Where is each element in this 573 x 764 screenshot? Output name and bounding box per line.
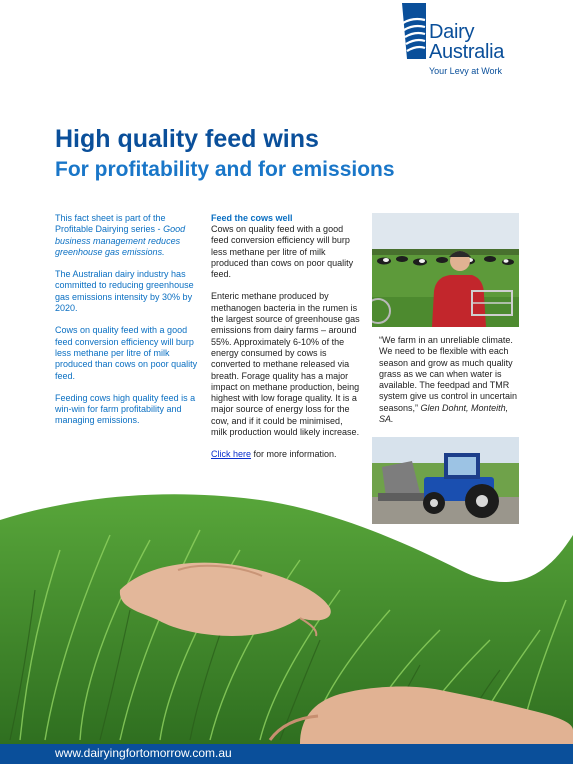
- dairy-australia-logo: [399, 3, 524, 83]
- farmer-with-cows-photo: [372, 213, 519, 327]
- grass-hands-illustration: [0, 440, 573, 744]
- footer-website-url[interactable]: www.dairyingfortomorrow.com.au: [55, 746, 232, 760]
- intro-paragraph-series: [55, 213, 203, 258]
- series-text: This fact sheet is part of the Profitable Dairying series -: [55, 213, 166, 235]
- quote-attribution: Glen Dohnt, Monteith, SA.: [379, 402, 509, 425]
- logo-stripes-icon: [399, 3, 426, 59]
- main-column: [211, 213, 361, 472]
- series-title: Good business management reduces greenhouse gas emissions.: [55, 224, 186, 257]
- logo-wordmark: [429, 22, 504, 62]
- intro-paragraph-winwin: Feeding cows high quality feed is a win-win for farm profitability and managing emissions.: [55, 392, 196, 426]
- body-paragraph-2: Enteric methane produced by methanogen bacteria in the rumen is the largest source of greenhouse gas emissions from dairy farms – around 55%. Approximately 6-10% of the energy consumed by cows is converted to methane released via breath. Forage quality has a major impact on methane production, being highest with low forage quality. It is a major source of energy loss for the cow, and if it could be minimised, milk production would likely increase.: [211, 291, 360, 438]
- intro-column: [55, 213, 203, 438]
- body-paragraph-1: Cows on quality feed with a good feed conversion efficiency will burp less methane per litre of milk produced than cows on poor quality feed.: [211, 224, 354, 280]
- intro-paragraph-feed: Cows on quality feed with a good feed conversion efficiency will burp less methane per litre of milk produced than cows on poor quality feed.: [55, 325, 198, 381]
- logo-line-dairy: Dairy: [429, 21, 475, 43]
- logo-tagline: Your Levy at Work: [429, 66, 503, 76]
- intro-paragraph-commitment: The Australian dairy industry has committed to reducing greenhouse gas emissions intensity by 30% by 2020.: [55, 269, 194, 314]
- footer-bar: [0, 744, 573, 764]
- farmer-quote: [379, 335, 519, 425]
- click-here-link[interactable]: Click here: [211, 449, 252, 460]
- quote-text: “We farm in an unreliable climate. We need to be flexible with each season and grow as much quality grass as we can when water is available. The feedpad and TMR system give us control in uncertain seasons,”: [379, 335, 518, 413]
- logo-line-australia: Australia: [429, 41, 505, 63]
- section-heading: Feed the cows well: [211, 213, 293, 223]
- page-title: High quality feed wins: [55, 125, 319, 153]
- page-subtitle: For profitability and for emissions: [55, 158, 395, 181]
- more-info-suffix: for more information.: [251, 449, 337, 460]
